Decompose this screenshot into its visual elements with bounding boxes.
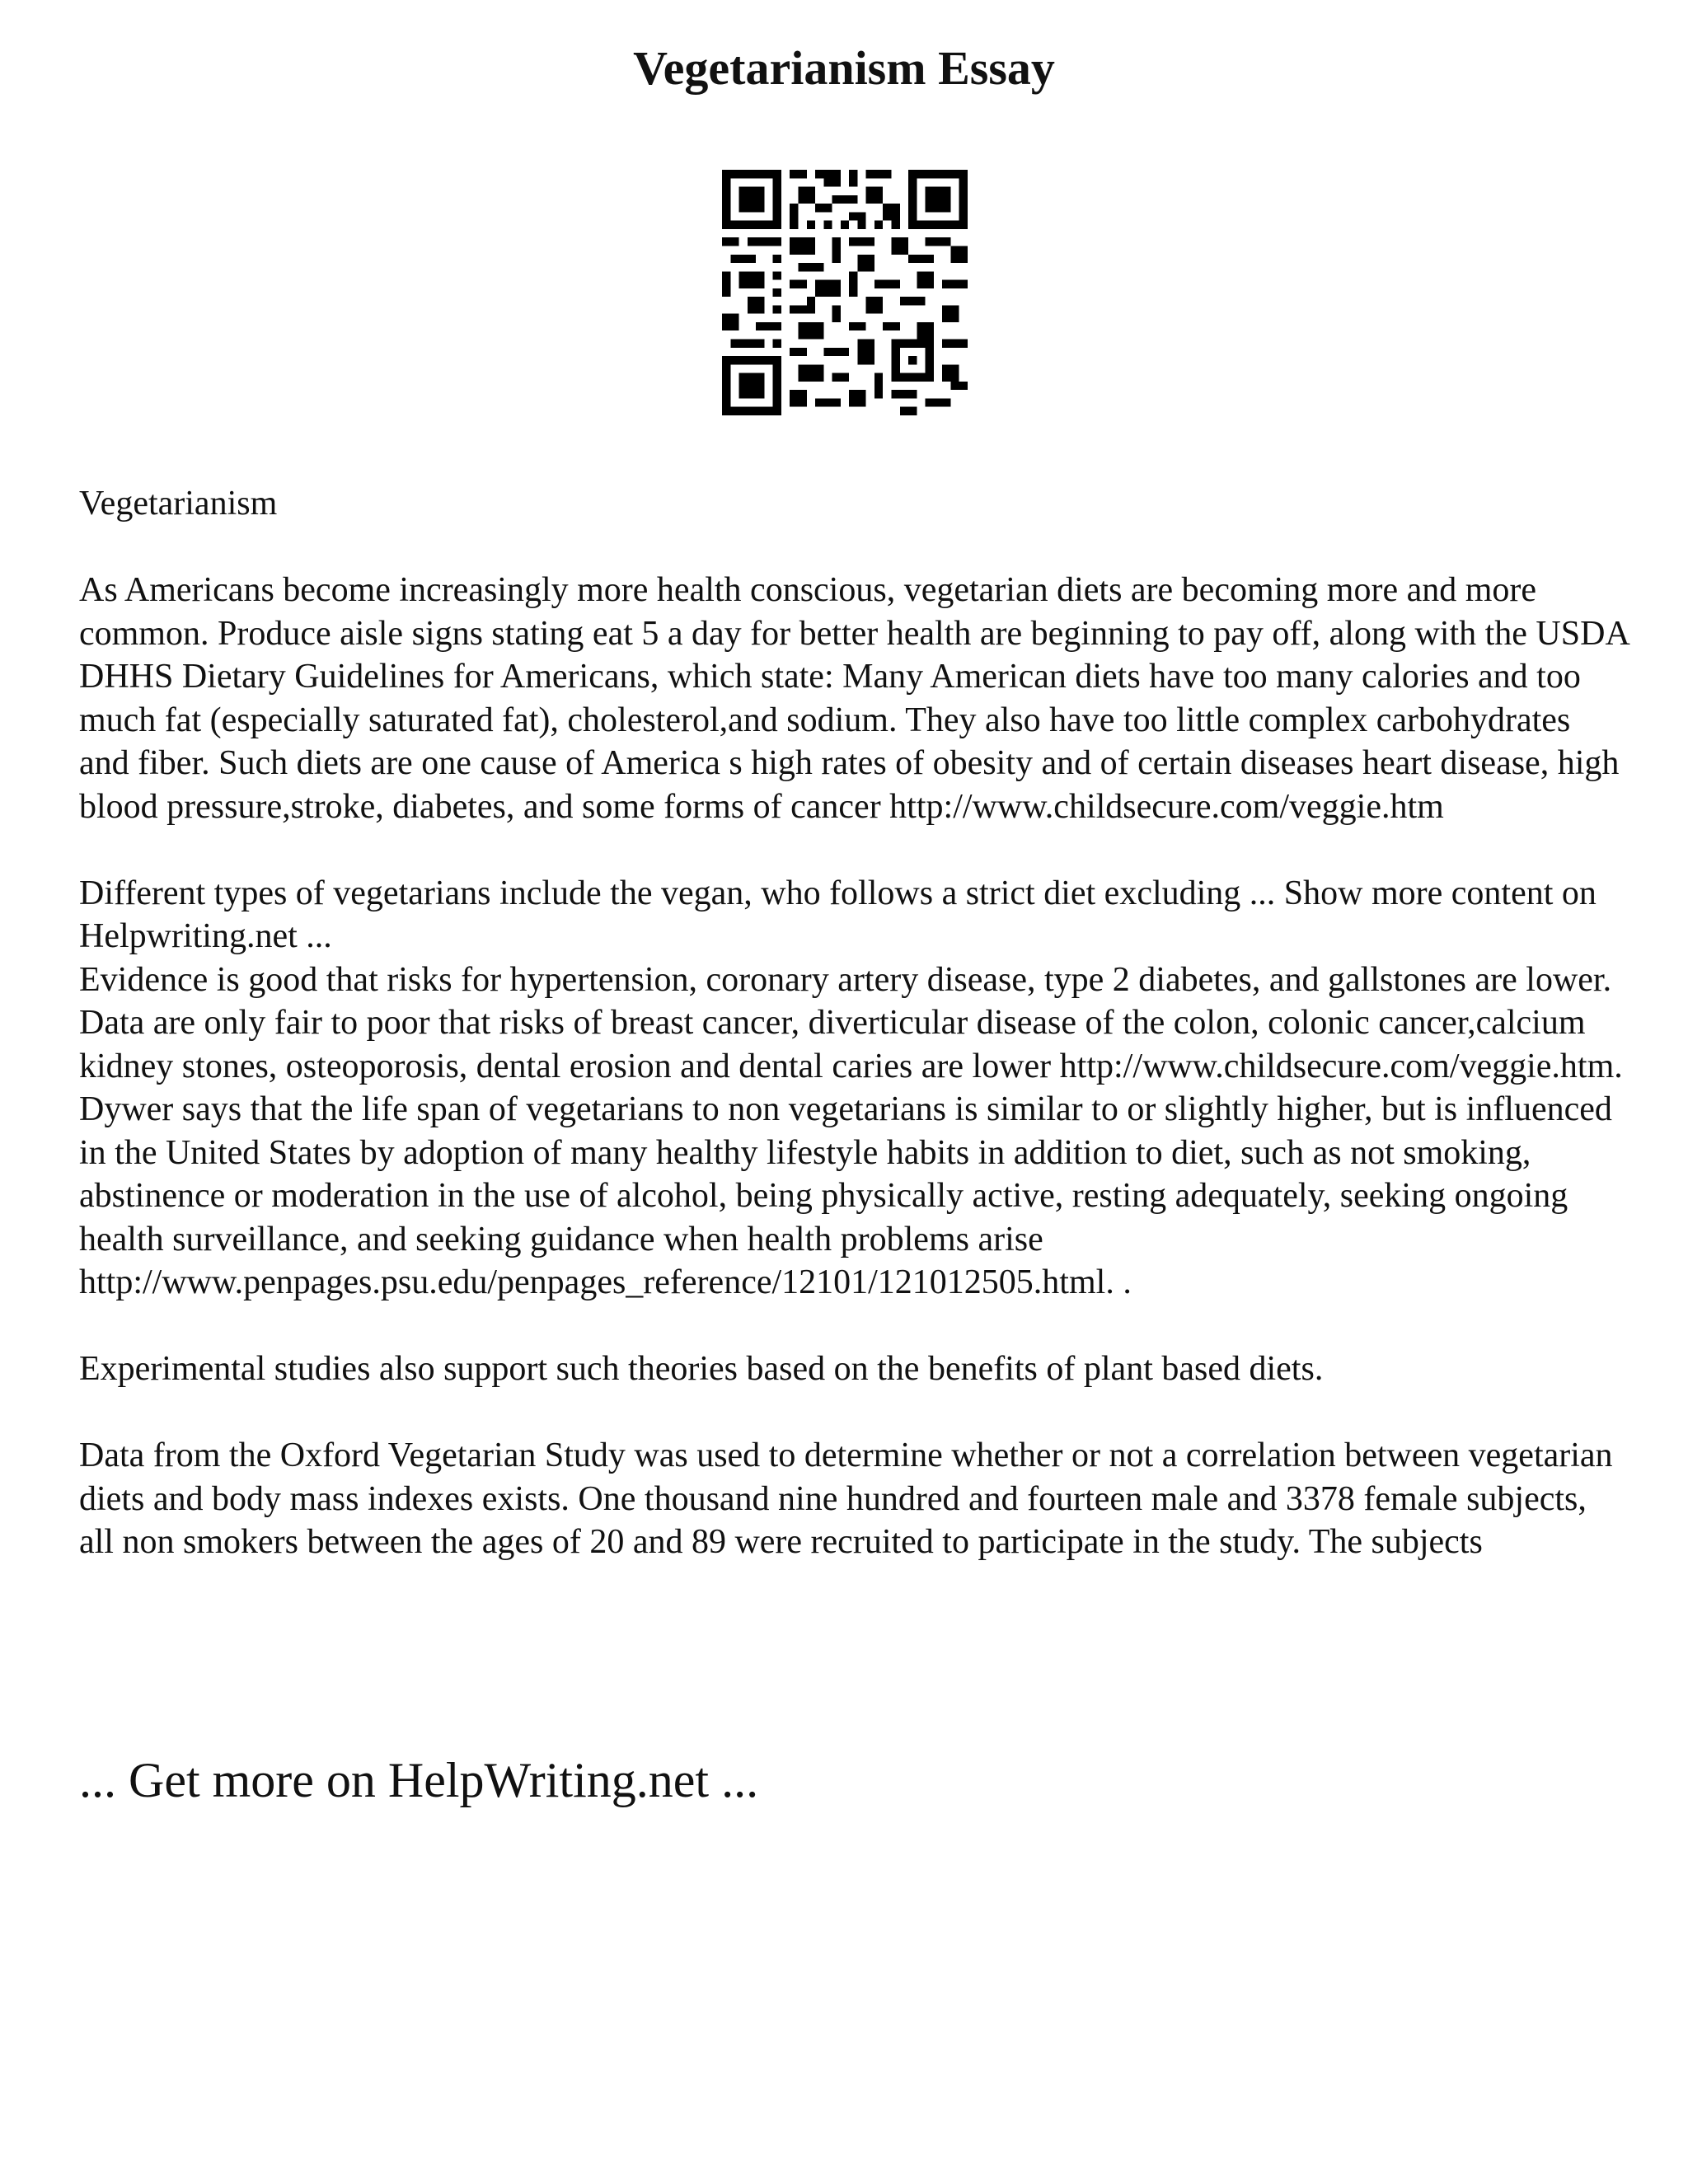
spacer: [79, 1305, 1629, 1348]
essay-paragraph: Experimental studies also support such theories based on the benefits of plant based diets.: [79, 1350, 1324, 1388]
qr-code-graphic: [722, 170, 968, 415]
qr-code-icon[interactable]: [722, 170, 968, 415]
spacer: [79, 828, 1629, 872]
essay-paragraph: Different types of vegetarians include the vegan, who follows a strict diet excluding ... Show more content on Helpwriting.net ...: [79, 874, 1597, 955]
spacer: [79, 1391, 1629, 1435]
essay-body: [79, 482, 1629, 1564]
get-more-link[interactable]: ... Get more on HelpWriting.net ...: [79, 1753, 759, 1807]
page-title: Vegetarianism Essay: [633, 41, 1055, 95]
spacer: [79, 526, 1629, 569]
essay-heading: Vegetarianism: [79, 485, 278, 523]
essay-paragraph: Evidence is good that risks for hypertension, coronary artery disease, type 2 diabetes, and gallstones are lower. Data are only fair to poor that risks of breast cancer, diverticular disease of the colon, colonic cancer,calcium kidney stones, osteoporosis, dental erosion and dental caries are lower http://www.childsecure.com/veggie.htm. Dywer says that the life span of vegetarians to non vegetarians is similar to or slightly higher, but is influenced in the United States by adoption of many healthy lifestyle habits in addition to diet, such as not smoking, abstinence or moderation in the use of alcohol, being physically active, resting adequately, seeking ongoing health surveillance, and seeking guidance when health problems arise http://www.penpages.psu.edu/penpages_reference/12101/121012505.html. .: [79, 960, 1623, 1301]
essay-paragraph: Data from the Oxford Vegetarian Study was used to determine whether or not a correlation between vegetarian diets and body mass indexes exists. One thousand nine hundred and fourteen male and 3378 female subjects, all non smokers between the ages of 20 and 89 were recruited to participate in the study. The subjects: [79, 1436, 1613, 1561]
essay-paragraph: As Americans become increasingly more health conscious, vegetarian diets are becoming more and more common. Produce aisle signs stating eat 5 a day for better health are beginning to pay off, along with the USDA DHHS Dietary Guidelines for Americans, which state: Many American diets have too many calories and too much fat (especially saturated fat), cholesterol,and sodium. They also have too little complex carbohydrates and fiber. Such diets are one cause of America s high rates of obesity and of certain diseases heart disease, high blood pressure,stroke, diabetes, and some forms of cancer http://www.childsecure.com/veggie.htm: [79, 571, 1629, 826]
